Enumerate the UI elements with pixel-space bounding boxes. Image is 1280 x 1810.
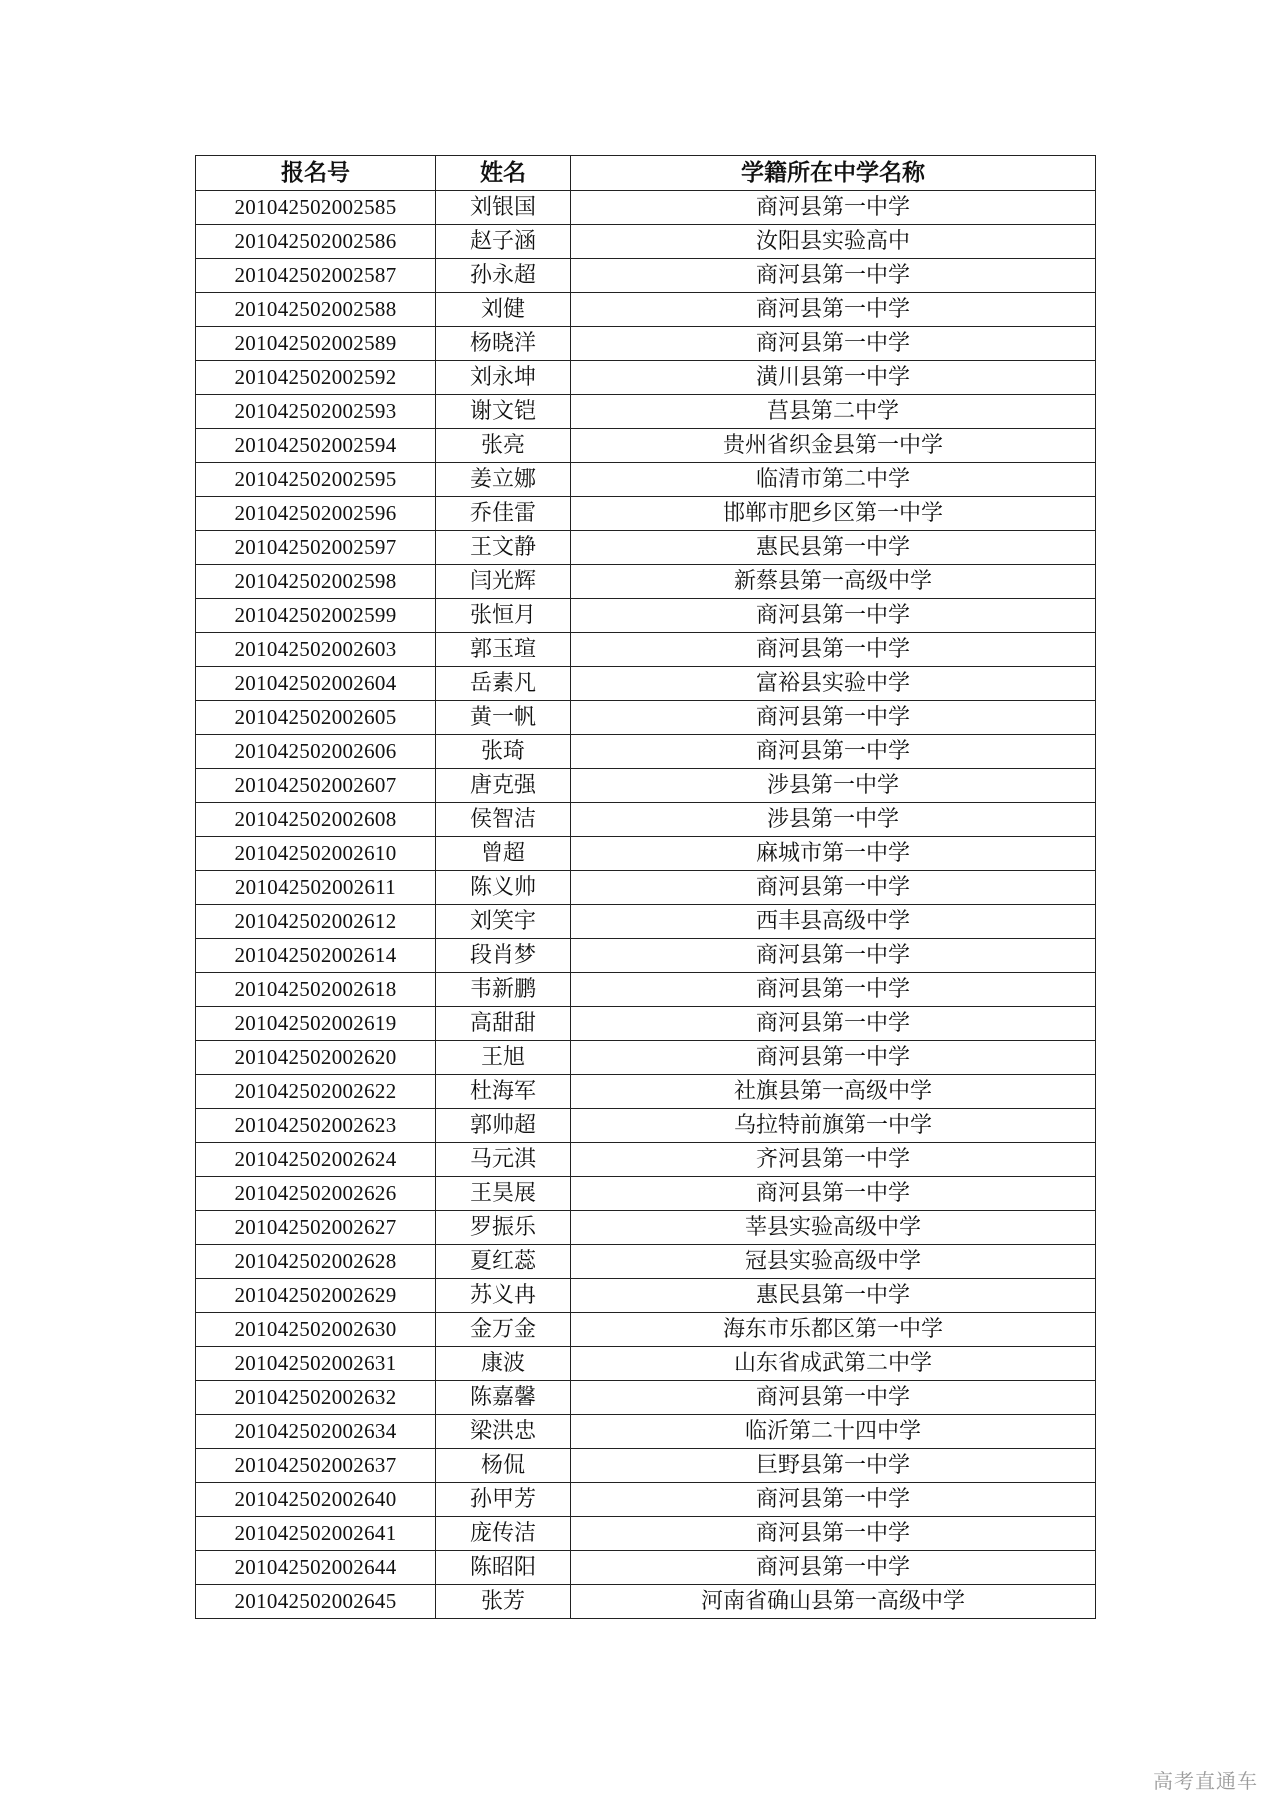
table-row <box>196 1483 1096 1517</box>
cell-name: 闫光辉 <box>436 565 571 599</box>
cell-school-name: 冠县实验高级中学 <box>571 1245 1096 1279</box>
table-row <box>196 1177 1096 1211</box>
table-row <box>196 463 1096 497</box>
cell-name: 陈嘉馨 <box>436 1381 571 1415</box>
cell-name: 马元淇 <box>436 1143 571 1177</box>
table-row <box>196 803 1096 837</box>
cell-school-name: 山东省成武第二中学 <box>571 1347 1096 1381</box>
cell-name: 侯智洁 <box>436 803 571 837</box>
cell-school-name: 商河县第一中学 <box>571 871 1096 905</box>
cell-name: 郭帅超 <box>436 1109 571 1143</box>
cell-registration-number: 201042502002598 <box>196 565 436 599</box>
table-row <box>196 667 1096 701</box>
cell-registration-number: 201042502002589 <box>196 327 436 361</box>
cell-name: 赵子涵 <box>436 225 571 259</box>
cell-name: 姜立娜 <box>436 463 571 497</box>
cell-school-name: 邯郸市肥乡区第一中学 <box>571 497 1096 531</box>
table-row <box>196 1245 1096 1279</box>
cell-school-name: 乌拉特前旗第一中学 <box>571 1109 1096 1143</box>
table-row <box>196 735 1096 769</box>
cell-school-name: 商河县第一中学 <box>571 735 1096 769</box>
cell-registration-number: 201042502002623 <box>196 1109 436 1143</box>
cell-name: 金万金 <box>436 1313 571 1347</box>
table-row <box>196 1143 1096 1177</box>
cell-registration-number: 201042502002595 <box>196 463 436 497</box>
cell-registration-number: 201042502002599 <box>196 599 436 633</box>
cell-name: 梁洪忠 <box>436 1415 571 1449</box>
cell-name: 罗振乐 <box>436 1211 571 1245</box>
cell-name: 刘笑宇 <box>436 905 571 939</box>
cell-registration-number: 201042502002611 <box>196 871 436 905</box>
table-row <box>196 1041 1096 1075</box>
cell-registration-number: 201042502002594 <box>196 429 436 463</box>
cell-school-name: 莘县实验高级中学 <box>571 1211 1096 1245</box>
table-row <box>196 1449 1096 1483</box>
cell-registration-number: 201042502002632 <box>196 1381 436 1415</box>
cell-name: 张琦 <box>436 735 571 769</box>
cell-school-name: 涉县第一中学 <box>571 769 1096 803</box>
table-row <box>196 1075 1096 1109</box>
cell-school-name: 巨野县第一中学 <box>571 1449 1096 1483</box>
cell-school-name: 商河县第一中学 <box>571 939 1096 973</box>
table-row <box>196 225 1096 259</box>
cell-registration-number: 201042502002618 <box>196 973 436 1007</box>
cell-name: 刘永坤 <box>436 361 571 395</box>
cell-name: 岳素凡 <box>436 667 571 701</box>
cell-school-name: 商河县第一中学 <box>571 191 1096 225</box>
table-row <box>196 973 1096 1007</box>
cell-school-name: 富裕县实验中学 <box>571 667 1096 701</box>
cell-school-name: 商河县第一中学 <box>571 633 1096 667</box>
table-row <box>196 905 1096 939</box>
table-row <box>196 361 1096 395</box>
cell-registration-number: 201042502002604 <box>196 667 436 701</box>
header-school-name: 学籍所在中学名称 <box>571 156 1096 191</box>
cell-name: 王昊展 <box>436 1177 571 1211</box>
cell-school-name: 汝阳县实验高中 <box>571 225 1096 259</box>
cell-name: 夏红蕊 <box>436 1245 571 1279</box>
table-row <box>196 327 1096 361</box>
cell-name: 刘健 <box>436 293 571 327</box>
cell-name: 杨晓洋 <box>436 327 571 361</box>
table-row <box>196 701 1096 735</box>
cell-school-name: 齐河县第一中学 <box>571 1143 1096 1177</box>
cell-name: 苏义冉 <box>436 1279 571 1313</box>
cell-registration-number: 201042502002610 <box>196 837 436 871</box>
cell-school-name: 商河县第一中学 <box>571 1381 1096 1415</box>
cell-name: 谢文铠 <box>436 395 571 429</box>
cell-school-name: 商河县第一中学 <box>571 1007 1096 1041</box>
cell-name: 唐克强 <box>436 769 571 803</box>
cell-name: 曾超 <box>436 837 571 871</box>
cell-name: 陈昭阳 <box>436 1551 571 1585</box>
cell-school-name: 临沂第二十四中学 <box>571 1415 1096 1449</box>
cell-school-name: 商河县第一中学 <box>571 1517 1096 1551</box>
cell-registration-number: 201042502002592 <box>196 361 436 395</box>
table-row <box>196 293 1096 327</box>
cell-registration-number: 201042502002585 <box>196 191 436 225</box>
cell-name: 张亮 <box>436 429 571 463</box>
header-name: 姓名 <box>436 156 571 191</box>
table-row <box>196 191 1096 225</box>
cell-registration-number: 201042502002603 <box>196 633 436 667</box>
table-row <box>196 565 1096 599</box>
cell-school-name: 商河县第一中学 <box>571 293 1096 327</box>
table-row <box>196 1007 1096 1041</box>
cell-registration-number: 201042502002644 <box>196 1551 436 1585</box>
cell-registration-number: 201042502002587 <box>196 259 436 293</box>
cell-name: 杜海军 <box>436 1075 571 1109</box>
cell-name: 韦新鹏 <box>436 973 571 1007</box>
cell-registration-number: 201042502002608 <box>196 803 436 837</box>
cell-registration-number: 201042502002586 <box>196 225 436 259</box>
cell-registration-number: 201042502002640 <box>196 1483 436 1517</box>
cell-registration-number: 201042502002634 <box>196 1415 436 1449</box>
table-header-row <box>196 156 1096 191</box>
table-row <box>196 599 1096 633</box>
table-row <box>196 531 1096 565</box>
cell-school-name: 商河县第一中学 <box>571 599 1096 633</box>
table-row <box>196 429 1096 463</box>
cell-school-name: 新蔡县第一高级中学 <box>571 565 1096 599</box>
cell-registration-number: 201042502002624 <box>196 1143 436 1177</box>
cell-name: 段肖梦 <box>436 939 571 973</box>
cell-name: 刘银国 <box>436 191 571 225</box>
cell-registration-number: 201042502002626 <box>196 1177 436 1211</box>
cell-school-name: 惠民县第一中学 <box>571 531 1096 565</box>
table-row <box>196 1551 1096 1585</box>
cell-school-name: 河南省确山县第一高级中学 <box>571 1585 1096 1619</box>
table-row <box>196 633 1096 667</box>
cell-registration-number: 201042502002614 <box>196 939 436 973</box>
cell-registration-number: 201042502002630 <box>196 1313 436 1347</box>
watermark-text: 高考直通车 <box>1153 1769 1258 1793</box>
cell-name: 孙甲芳 <box>436 1483 571 1517</box>
table-row <box>196 1313 1096 1347</box>
cell-registration-number: 201042502002607 <box>196 769 436 803</box>
cell-school-name: 商河县第一中学 <box>571 1177 1096 1211</box>
cell-school-name: 麻城市第一中学 <box>571 837 1096 871</box>
cell-school-name: 商河县第一中学 <box>571 259 1096 293</box>
registration-table <box>195 155 1096 1619</box>
table-row <box>196 259 1096 293</box>
table-row <box>196 837 1096 871</box>
cell-school-name: 商河县第一中学 <box>571 327 1096 361</box>
cell-school-name: 海东市乐都区第一中学 <box>571 1313 1096 1347</box>
table-row <box>196 1381 1096 1415</box>
cell-name: 杨侃 <box>436 1449 571 1483</box>
cell-school-name: 社旗县第一高级中学 <box>571 1075 1096 1109</box>
cell-registration-number: 201042502002641 <box>196 1517 436 1551</box>
cell-school-name: 商河县第一中学 <box>571 1483 1096 1517</box>
cell-name: 乔佳雷 <box>436 497 571 531</box>
cell-school-name: 惠民县第一中学 <box>571 1279 1096 1313</box>
cell-registration-number: 201042502002605 <box>196 701 436 735</box>
table-row <box>196 1517 1096 1551</box>
cell-school-name: 西丰县高级中学 <box>571 905 1096 939</box>
cell-name: 王文静 <box>436 531 571 565</box>
cell-school-name: 潢川县第一中学 <box>571 361 1096 395</box>
table-row <box>196 1109 1096 1143</box>
table-row <box>196 497 1096 531</box>
cell-registration-number: 201042502002631 <box>196 1347 436 1381</box>
cell-registration-number: 201042502002629 <box>196 1279 436 1313</box>
cell-school-name: 商河县第一中学 <box>571 701 1096 735</box>
cell-school-name: 莒县第二中学 <box>571 395 1096 429</box>
table-row <box>196 1347 1096 1381</box>
cell-registration-number: 201042502002606 <box>196 735 436 769</box>
cell-registration-number: 201042502002588 <box>196 293 436 327</box>
cell-school-name: 商河县第一中学 <box>571 973 1096 1007</box>
cell-school-name: 涉县第一中学 <box>571 803 1096 837</box>
cell-registration-number: 201042502002593 <box>196 395 436 429</box>
table-row <box>196 1415 1096 1449</box>
cell-name: 高甜甜 <box>436 1007 571 1041</box>
header-registration-number: 报名号 <box>196 156 436 191</box>
cell-name: 陈义帅 <box>436 871 571 905</box>
table-row <box>196 395 1096 429</box>
cell-name: 庞传洁 <box>436 1517 571 1551</box>
cell-registration-number: 201042502002637 <box>196 1449 436 1483</box>
cell-registration-number: 201042502002627 <box>196 1211 436 1245</box>
cell-school-name: 贵州省织金县第一中学 <box>571 429 1096 463</box>
cell-school-name: 商河县第一中学 <box>571 1041 1096 1075</box>
table-row <box>196 871 1096 905</box>
cell-registration-number: 201042502002622 <box>196 1075 436 1109</box>
cell-registration-number: 201042502002619 <box>196 1007 436 1041</box>
cell-registration-number: 201042502002612 <box>196 905 436 939</box>
table-row <box>196 769 1096 803</box>
cell-name: 王旭 <box>436 1041 571 1075</box>
cell-registration-number: 201042502002620 <box>196 1041 436 1075</box>
table-row <box>196 939 1096 973</box>
cell-name: 黄一帆 <box>436 701 571 735</box>
cell-name: 郭玉瑄 <box>436 633 571 667</box>
cell-registration-number: 201042502002645 <box>196 1585 436 1619</box>
cell-school-name: 临清市第二中学 <box>571 463 1096 497</box>
table-row <box>196 1585 1096 1619</box>
table-row <box>196 1211 1096 1245</box>
cell-name: 孙永超 <box>436 259 571 293</box>
cell-name: 张芳 <box>436 1585 571 1619</box>
cell-registration-number: 201042502002596 <box>196 497 436 531</box>
cell-name: 张恒月 <box>436 599 571 633</box>
table-row <box>196 1279 1096 1313</box>
cell-registration-number: 201042502002597 <box>196 531 436 565</box>
cell-registration-number: 201042502002628 <box>196 1245 436 1279</box>
cell-school-name: 商河县第一中学 <box>571 1551 1096 1585</box>
cell-name: 康波 <box>436 1347 571 1381</box>
